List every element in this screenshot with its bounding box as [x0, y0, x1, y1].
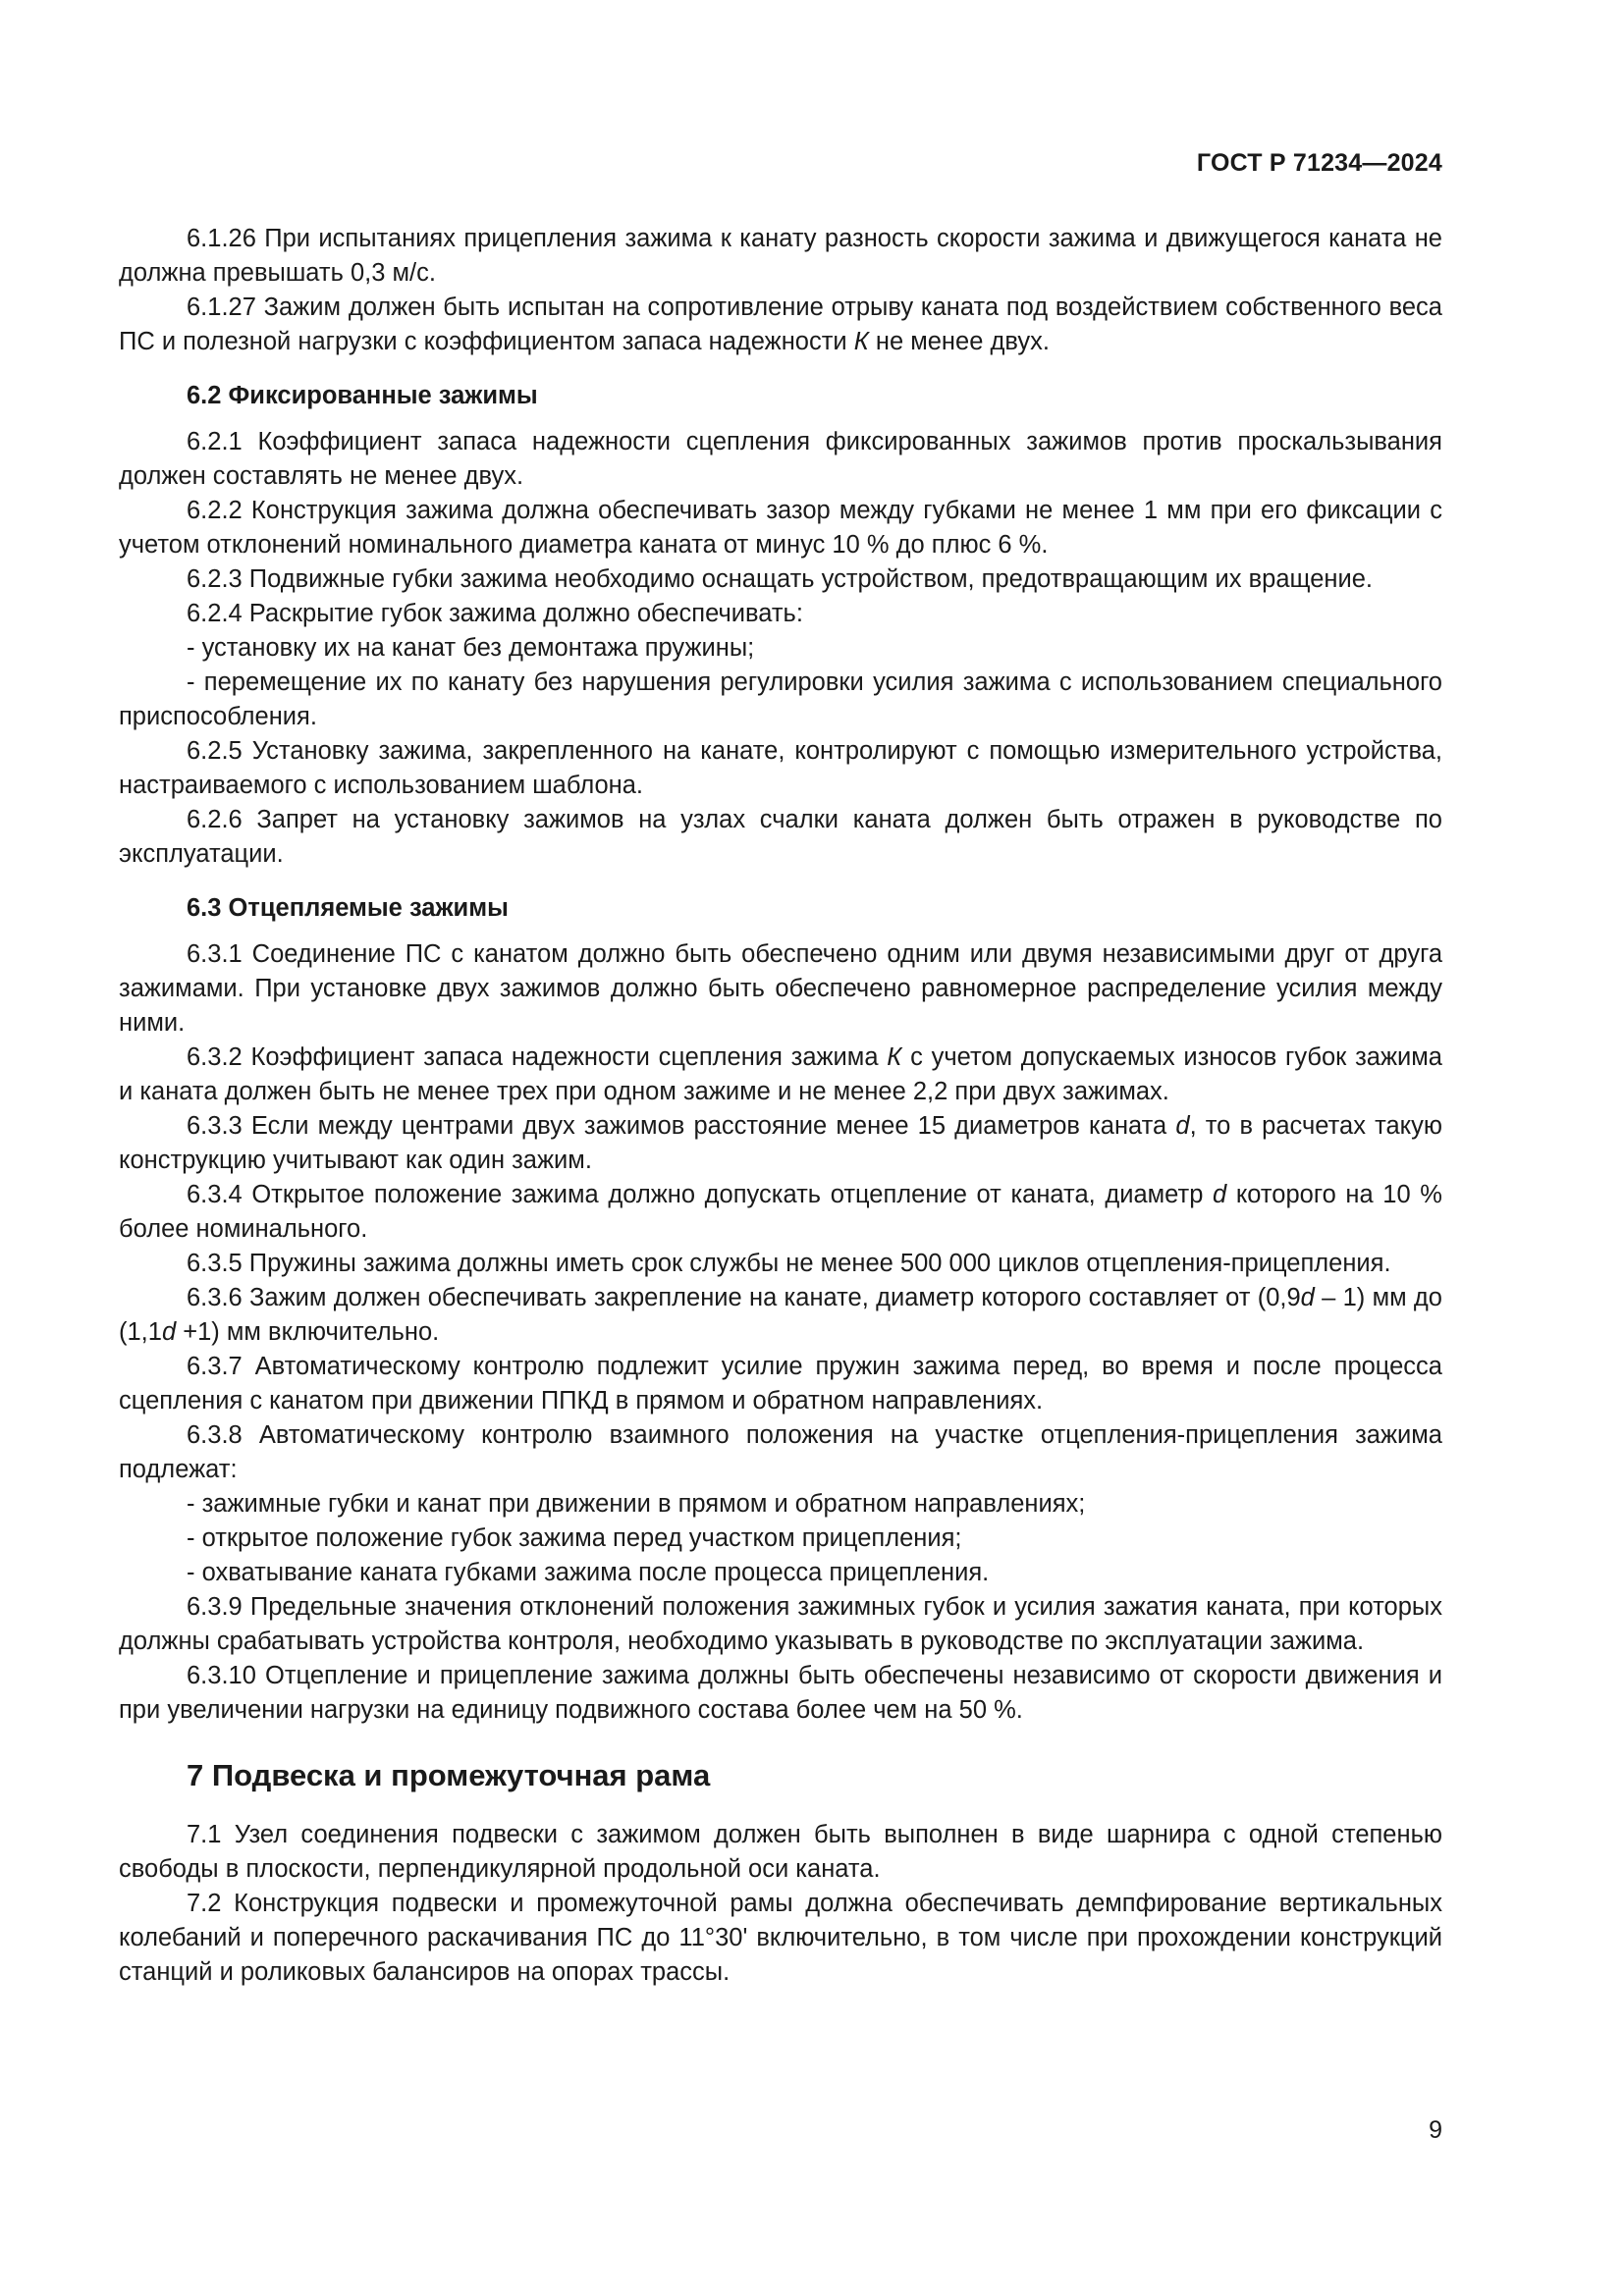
- paragraph: 6.3.8 Автоматическому контролю взаимного положения на участке отцепления-прицепления зажима подлежат:: [119, 1421, 1442, 1483]
- paragraph: 6.3.5 Пружины зажима должны иметь срок службы не менее 500 000 циклов отцепления-прицепления.: [187, 1250, 1391, 1277]
- paragraph: 6.2.3 Подвижные губки зажима необходимо оснащать устройством, предотвращающим их вращение.: [187, 565, 1373, 593]
- paragraph: 6.3.7 Автоматическому контролю подлежит усилие пружин зажима перед, во время и после процесса сцепления с канатом при движении ППКД в прямом и обратном направлениях.: [119, 1353, 1442, 1415]
- subsection-heading: 6.3 Отцепляемые зажимы: [187, 894, 509, 922]
- standard-code: ГОСТ Р 71234—2024: [1196, 149, 1442, 177]
- section-heading: 7 Подвеска и промежуточная рама: [187, 1758, 711, 1792]
- list-item: - открытое положение губок зажима перед участком прицепления;: [187, 1524, 962, 1552]
- paragraph: 6.2.6 Запрет на установку зажимов на узлах счалки каната должен быть отражен в руководстве по эксплуатации.: [119, 806, 1442, 868]
- paragraph: 6.3.2 Коэффициент запаса надежности сцепления зажима К с учетом допускаемых износов губок зажима и каната должен быть не менее трех при одном зажиме и не менее 2,2 при двух зажимах.: [119, 1043, 1442, 1105]
- list-item: - установку их на канат без демонтажа пружины;: [187, 634, 755, 662]
- paragraph: 6.1.26 При испытаниях прицепления зажима к канату разность скорости зажима и движущегося каната не должна превышать 0,3 м/с.: [119, 225, 1442, 287]
- subsection-heading: 6.2 Фиксированные зажимы: [187, 382, 538, 409]
- paragraph: 6.2.5 Установку зажима, закрепленного на канате, контролируют с помощью измерительного устройства, настраиваемого с использованием шаблона.: [119, 737, 1442, 799]
- paragraph: 7.2 Конструкция подвески и промежуточной рамы должна обеспечивать демпфирование вертикальных колебаний и поперечного раскачивания ПС до 11°30' включительно, в том числе при прохождении конструкций станций и роликовых балансиров на опорах трассы.: [119, 1890, 1442, 1986]
- document-body: [119, 222, 1442, 1990]
- paragraph: 7.1 Узел соединения подвески с зажимом должен быть выполнен в виде шарнира с одной степенью свободы в плоскости, перпендикулярной продольной оси каната.: [119, 1821, 1442, 1883]
- paragraph: 6.2.1 Коэффициент запаса надежности сцепления фиксированных зажимов против проскальзывания должен составлять не менее двух.: [119, 428, 1442, 490]
- paragraph: 6.3.4 Открытое положение зажима должно допускать отцепление от каната, диаметр d которого на 10 % более номинального.: [119, 1181, 1442, 1243]
- paragraph: 6.2.2 Конструкция зажима должна обеспечивать зазор между губками не менее 1 мм при его фиксации с учетом отклонений номинального диаметра каната от минус 10 % до плюс 6 %.: [119, 497, 1442, 559]
- list-item: - охватывание каната губками зажима после процесса прицепления.: [187, 1559, 990, 1586]
- paragraph: 6.3.9 Предельные значения отклонений положения зажимных губок и усилия зажатия каната, при которых должны срабатывать устройства контроля, необходимо указывать в руководстве по эксплуатации зажима.: [119, 1593, 1442, 1655]
- list-item: - перемещение их по канату без нарушения регулировки усилия зажима с использованием специального приспособления.: [119, 668, 1442, 730]
- paragraph: 6.1.27 Зажим должен быть испытан на сопротивление отрыву каната под воздействием собственного веса ПС и полезной нагрузки с коэффициентом запаса надежности К не менее двух.: [119, 294, 1442, 355]
- paragraph: 6.3.6 Зажим должен обеспечивать закрепление на канате, диаметр которого составляет от (0,9d – 1) мм до (1,1d +1) мм включительно.: [119, 1284, 1442, 1346]
- page-number: 9: [1429, 2116, 1442, 2144]
- paragraph: 6.2.4 Раскрытие губок зажима должно обеспечивать:: [187, 600, 803, 627]
- paragraph: 6.3.10 Отцепление и прицепление зажима должны быть обеспечены независимо от скорости движения и при увеличении нагрузки на единицу подвижного состава более чем на 50 %.: [119, 1662, 1442, 1724]
- list-item: - зажимные губки и канат при движении в прямом и обратном направлениях;: [187, 1490, 1086, 1518]
- paragraph: 6.3.1 Соединение ПС с канатом должно быть обеспечено одним или двумя независимыми друг от друга зажимами. При установке двух зажимов должно быть обеспечено равномерное распределение усилия между ними.: [119, 940, 1442, 1037]
- paragraph: 6.3.3 Если между центрами двух зажимов расстояние менее 15 диаметров каната d, то в расчетах такую конструкцию учитывают как один зажим.: [119, 1112, 1442, 1174]
